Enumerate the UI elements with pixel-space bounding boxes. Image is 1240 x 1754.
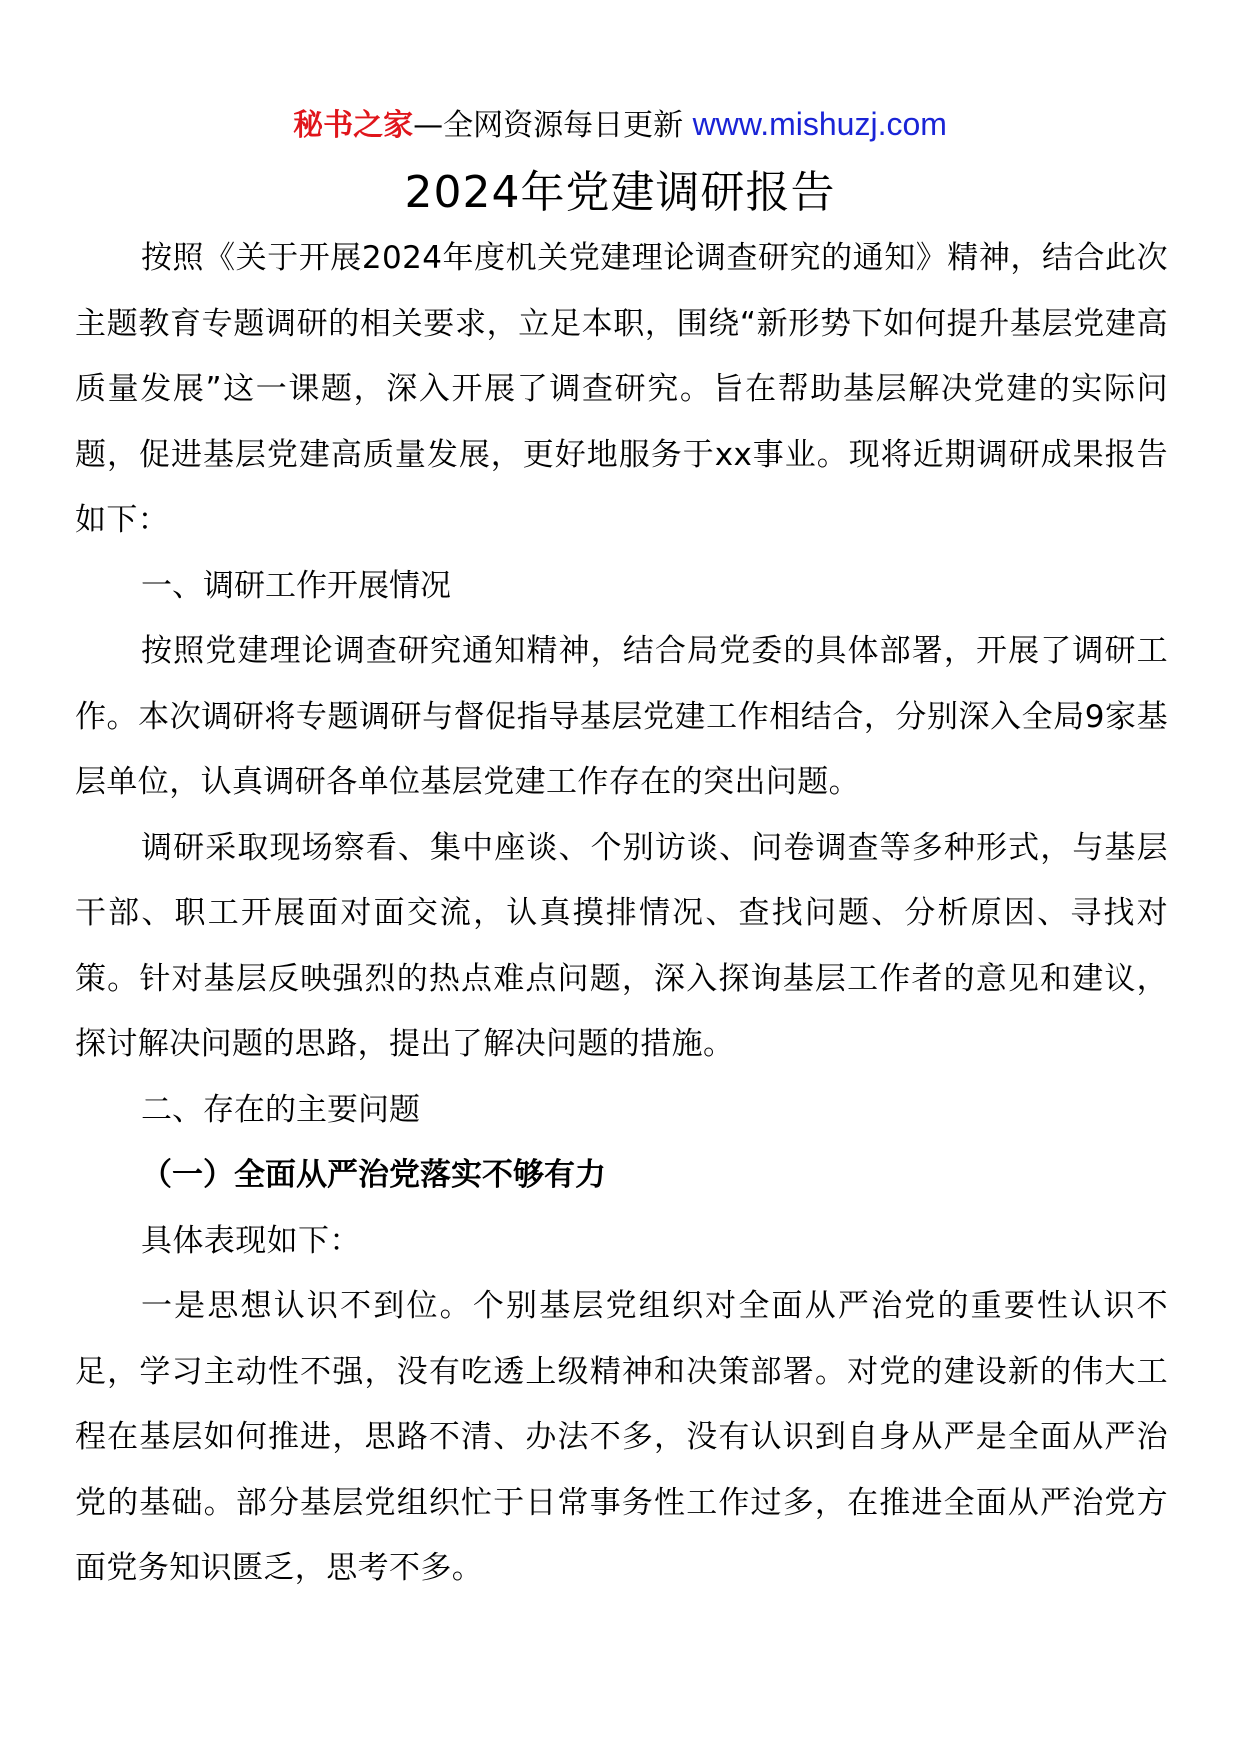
body-paragraph: 按照党建理论调查研究通知精神，结合局党委的具体部署，开展了调研工作。本次调研将专题调研与督促指导基层党建工作相结合，分别深入全局9家基层单位，认真调研各单位基层党建工作存在的突出问题。 <box>75 633 1168 800</box>
section-heading: 二、存在的主要问题 <box>141 1091 420 1128</box>
subsection-heading: （一）全面从严治党落实不够有力 <box>141 1157 606 1193</box>
body-paragraph: 一是思想认识不到位。个别基层党组织对全面从严治党的重要性认识不足，学习主动性不强，没有吃透上级精神和决策部署。对党的建设新的伟大工程在基层如何推进，思路不清、办法不多，没有认识到自身从严是全面从严治党的基础。部分基层党组织忙于日常事务性工作过多，在推进全面从严治党方面党务知识匮乏，思考不多。 <box>75 1288 1168 1586</box>
banner-site-link[interactable]: www.mishuzj.com <box>692 106 947 142</box>
banner-brand: 秘书之家 <box>293 108 414 143</box>
site-banner <box>0 100 1240 150</box>
banner-tagline: —全网资源每日更新 <box>413 108 684 143</box>
body-paragraph: 具体表现如下： <box>141 1222 361 1259</box>
intro-paragraph: 按照《关于开展2024年度机关党建理论调查研究的通知》精神，结合此次主题教育专题调研的相关要求，立足本职，围绕“新形势下如何提升基层党建高质量发展”这一课题，深入开展了调查研究。旨在帮助基层解决党建的实际问题，促进基层党建高质量发展，更好地服务于xx事业。现将近期调研成果报告如下： <box>75 240 1168 538</box>
document-body <box>75 226 1168 1602</box>
document-title: 2024年党建调研报告 <box>404 167 836 218</box>
section-heading: 一、调研工作开展情况 <box>141 567 451 604</box>
body-paragraph: 调研采取现场察看、集中座谈、个别访谈、问卷调查等多种形式，与基层干部、职工开展面对面交流，认真摸排情况、查找问题、分析原因、寻找对策。针对基层反映强烈的热点难点问题，深入探询基层工作者的意见和建议，探讨解决问题的思路，提出了解决问题的措施。 <box>75 829 1168 1062</box>
